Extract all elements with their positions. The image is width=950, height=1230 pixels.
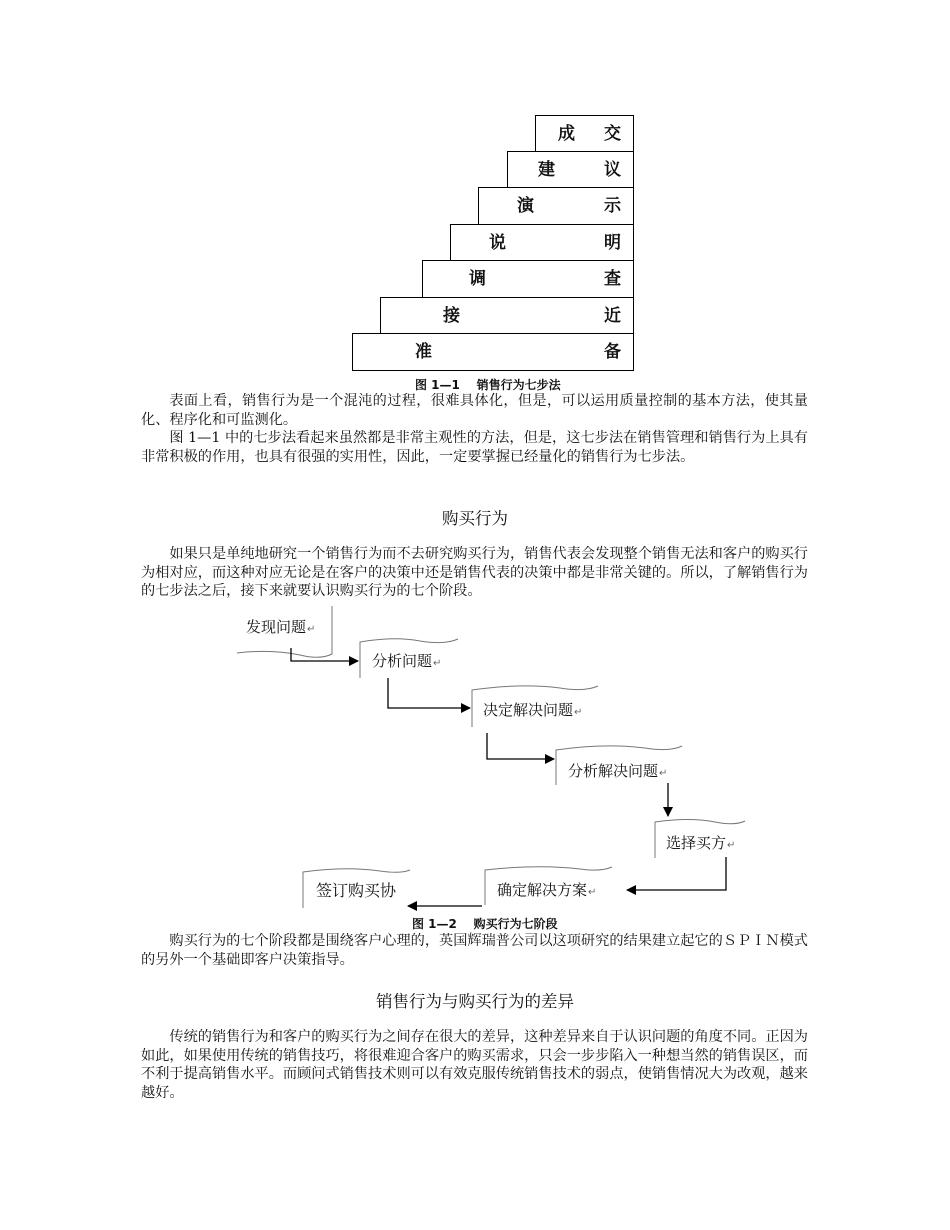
flow-stage-choose-vendor [666, 833, 735, 856]
step-left-char: 准 [415, 342, 432, 362]
step-left-char: 接 [443, 306, 460, 326]
body-text-4 [141, 1028, 808, 1102]
paragraph: 表面上看，销售行为是一个混沌的过程，很难具体化，但是，可以运用质量控制的基本方法，使其量化、程序化和可监测化。 [141, 393, 808, 428]
flow-stage-analyze [372, 651, 441, 674]
stage-label: 决定解决问题 [483, 701, 574, 719]
return-mark-icon: ↵ [659, 768, 668, 779]
body-text-2 [141, 545, 808, 601]
paragraph: 购买行为的七个阶段都是围绕客户心理的，英国辉瑞普公司以这项研究的结果建立起它的ＳＰＩＮ模式的另外一个基础即客户决策指导。 [141, 933, 808, 968]
figure2-caption: 图 1—2 购买行为七阶段 [412, 917, 558, 931]
step-right-char: 备 [604, 342, 621, 362]
paragraph: 如果只是单纯地研究一个销售行为而不去研究购买行为，销售代表会发现整个销售无法和客户的购买行为相对应，而这种对应无论是在客户的决策中还是销售代表的决策中都是非常关键的。所以，了解销售行为的七步法之后，接下来就要认识购买行为的七个阶段。 [141, 546, 808, 600]
return-mark-icon: ↵ [307, 624, 316, 635]
step-left-char: 演 [517, 196, 534, 216]
step-right-char: 查 [604, 269, 621, 289]
section-heading: 销售行为与购买行为的差异 [376, 992, 574, 1011]
step-left-char: 调 [469, 269, 486, 289]
stage-label: 分析解决问题 [568, 762, 659, 780]
return-mark-icon: ↵ [433, 658, 442, 669]
step-left-char: 说 [489, 233, 506, 253]
step-right-char: 交 [604, 124, 621, 144]
flow-stage-discover [246, 617, 315, 640]
step-survey [422, 260, 634, 298]
step-right-char: 议 [604, 160, 621, 180]
flow-stage-sign [316, 881, 396, 901]
step-right-char: 示 [604, 196, 621, 216]
step-approach [380, 297, 634, 335]
body-text-1 [141, 392, 808, 466]
document-shapes [237, 606, 745, 908]
step-suggest [507, 151, 634, 189]
flow-stage-analyze-solution [568, 761, 667, 784]
step-right-char: 近 [604, 306, 621, 326]
stage-label: 分析问题 [372, 652, 433, 670]
step-demo [478, 187, 634, 225]
flow-diagram [0, 600, 950, 920]
flow-stage-decide [483, 700, 582, 723]
section-heading: 购买行为 [442, 509, 508, 528]
step-right-char: 明 [604, 233, 621, 253]
body-text-3 [141, 932, 808, 969]
stage-label: 发现问题 [246, 618, 307, 636]
stage-label: 选择买方 [666, 834, 727, 852]
flow-stage-confirm-solution [497, 880, 596, 903]
figure1-caption: 图 1—1 销售行为七步法 [415, 378, 561, 392]
stage-label: 签订购买协 [316, 881, 397, 900]
step-deal [535, 115, 634, 153]
return-mark-icon: ↵ [727, 840, 736, 851]
return-mark-icon: ↵ [588, 887, 597, 898]
paragraph: 传统的销售行为和客户的购买行为之间存在很大的差异，这种差异来自于认识问题的角度不同。正因为如此，如果使用传统的销售技巧，将很难迎合客户的购买需求，只会一步步陷入一种想当然的销售误区，而不利于提高销售水平。而顾问式销售技术则可以有效克服传统销售技术的弱点，使销售情况大为改观，越来越好。 [141, 1029, 808, 1101]
return-mark-icon: ↵ [574, 707, 583, 718]
step-left-char: 建 [538, 160, 555, 180]
stage-label: 确定解决方案 [497, 881, 588, 899]
step-explain [450, 224, 634, 262]
paragraph: 图 1—1 中的七步法看起来虽然都是非常主观性的方法，但是，这七步法在销售管理和销售行为上具有非常积极的作用，也具有很强的实用性，因此，一定要掌握已经量化的销售行为七步法。 [141, 430, 808, 465]
step-prepare [352, 333, 634, 371]
step-left-char: 成 [558, 124, 575, 144]
